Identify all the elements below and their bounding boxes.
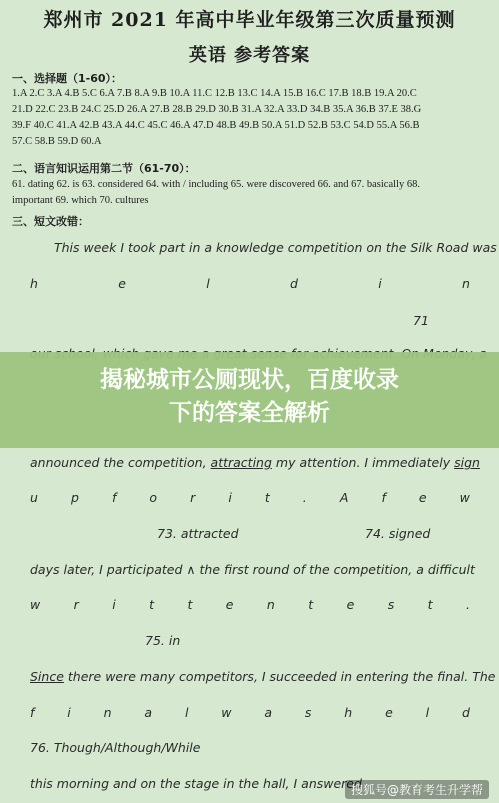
section-1-heading: 一、选择题（1-60）： [12, 72, 123, 85]
answer-line: 21.D 22.C 23.B 24.C 25.D 26.A 27.B 28.B 29.D 30.B 31.A 32.A 33.D 34.B 35.A 36.B 37.E 38.G [12, 104, 422, 115]
answer-line: 1.A 2.C 3.A 4.B 5.C 6.A 7.B 8.A 9.B 10.A 11.C 12.B 13.C 14.A 15.B 16.C 17.B 18.B 19.A 20.C [12, 88, 417, 99]
source-watermark: 搜狐号@教育考生升学帮 [345, 780, 489, 799]
correction-note-71: 71 [413, 313, 429, 328]
answer-line: 57.C 58.B 59.D 60.A [12, 136, 102, 147]
handwritten-line-9: f i n a l w a s h e l d [30, 705, 470, 720]
handwritten-line-6: days later, I participated ∧ the first round of the competition, a difficult [30, 562, 475, 577]
handwritten-line-7: w r i t t e n t e s t . [30, 597, 470, 612]
handwritten-line-8: Since there were many competitors, I succeeded in entering the final. The [30, 669, 496, 684]
handwritten-line-5: u p f o r i t . A f e w [30, 490, 470, 505]
handwritten-line-10: this morning and on the stage in the hall, I answered [30, 776, 362, 791]
document-subtitle: 英语 参考答案 [188, 45, 311, 66]
section-1-answers [12, 86, 490, 150]
correction-note-73: 73. attracted [157, 526, 239, 541]
handwritten-line-2: h e l d i n [30, 276, 470, 291]
section-3-heading: 三、短文改错： [12, 215, 89, 228]
correction-note-76: 76. Though/Although/While [30, 740, 201, 755]
handwritten-line-1: This week I took part in a knowledge competition on the Silk Road was [54, 240, 497, 255]
insert-caret-icon: ∧ [186, 562, 196, 577]
correction-note-75: 75. in [145, 633, 181, 648]
answer-line: important 69. which 70. cultures [12, 195, 149, 206]
banner-headline: 揭秘城市公厕现状，百度收录 下的答案全解析 [100, 367, 399, 426]
answer-line: 61. dating 62. is 63. considered 64. with / including 65. were discovered 66. and 67. basically 68. [12, 179, 420, 190]
section-2-heading: 二、语言知识运用第二节（61-70）： [12, 162, 196, 175]
handwritten-line-4: announced the competition, attracting my attention. I immediately sign [30, 455, 480, 470]
correction-note-74: 74. signed [365, 526, 431, 541]
answer-line: 39.F 40.C 41.A 42.B 43.A 44.C 45.C 46.A 47.D 48.B 49.B 50.A 51.D 52.B 53.C 54.D 55.A 56.B [12, 120, 420, 131]
section-2-answers [12, 177, 490, 209]
document-title: 郑州市 2021 年高中毕业年级第三次质量预测 [43, 9, 456, 31]
